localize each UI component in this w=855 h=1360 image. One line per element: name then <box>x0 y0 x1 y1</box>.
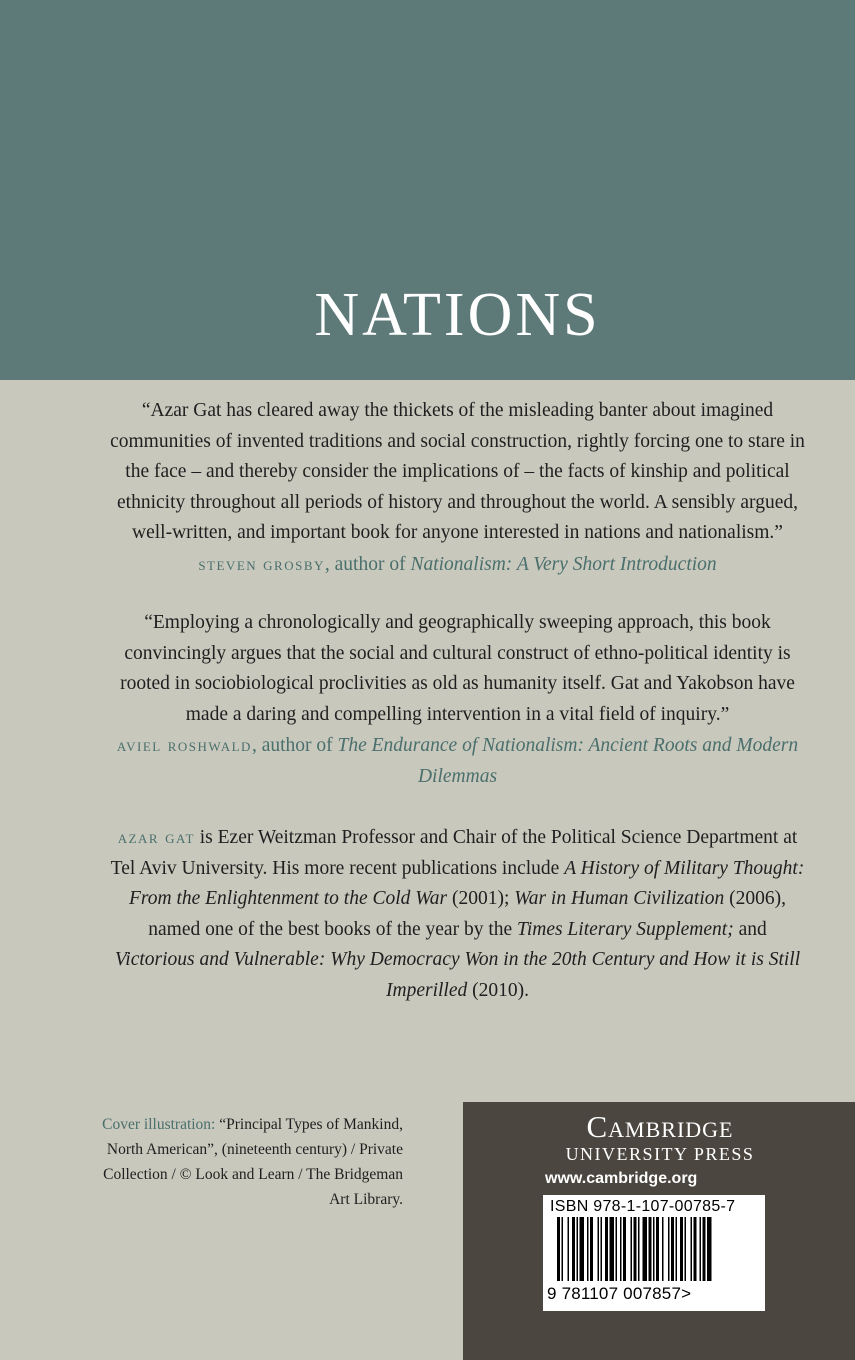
attribution-sep-2: , <box>251 735 262 756</box>
barcode-bar <box>662 1217 664 1281</box>
publisher-url: www.cambridge.org <box>545 1170 698 1187</box>
barcode-bar <box>631 1217 633 1281</box>
barcode-bar <box>610 1217 615 1281</box>
barcode-bar <box>656 1217 659 1281</box>
bio-text-5: (2010). <box>467 979 529 1001</box>
barcode-bar <box>601 1217 603 1281</box>
barcode-bar <box>707 1217 712 1281</box>
barcode-bar <box>685 1217 687 1281</box>
isbn-barcode <box>543 1195 765 1311</box>
barcode-bar <box>557 1217 560 1281</box>
bio-text-4: and <box>733 918 767 940</box>
isbn-label: ISBN 978-1-107-00785-7 <box>550 1198 736 1215</box>
isbn-arrow: > <box>681 1284 692 1303</box>
barcode-bar <box>587 1217 589 1281</box>
author-of-1: author of <box>334 553 411 575</box>
author-bio <box>110 822 805 1006</box>
barcode-bar <box>653 1217 655 1281</box>
endorsement-attribution-2 <box>110 730 805 792</box>
barcode-bar <box>634 1217 637 1281</box>
cover-credit <box>100 1112 403 1212</box>
publisher-panel <box>463 1102 855 1360</box>
barcode-bars <box>557 1217 753 1281</box>
barcode-bar <box>623 1217 626 1281</box>
publisher-logo-sub: UNIVERSITY PRESS <box>565 1144 755 1164</box>
author-of-2: author of <box>261 735 338 756</box>
barcode-bar <box>649 1217 652 1281</box>
endorser-work-1: Nationalism: A Very Short Introduction <box>410 553 717 575</box>
header-band <box>0 0 855 380</box>
barcode-bar <box>620 1217 622 1281</box>
bio-book-3: Times Literary Supplement; <box>517 918 734 940</box>
bio-book-4: Victorious and Vulnerable: Why Democracy Won in the 20th Century and How it is Still Imperilled <box>114 949 801 1001</box>
barcode-bar <box>616 1217 618 1281</box>
barcode-bar <box>638 1217 640 1281</box>
bio-book-1: A History of Military Thought: From the Enlightenment to the Cold War <box>128 857 805 909</box>
back-cover-text <box>110 396 805 1006</box>
bio-text-1: is Ezer Weitzman Professor and Chair of the Political Science Department at Tel Aviv University. His more recent publications include <box>110 827 798 879</box>
author-name: azar gat <box>117 827 195 847</box>
barcode-bar <box>577 1217 579 1281</box>
barcode-bar <box>590 1217 593 1281</box>
barcode-bar <box>691 1217 693 1281</box>
endorser-name-1: steven grosby <box>198 553 325 574</box>
barcode-bar <box>700 1217 702 1281</box>
barcode-bar <box>572 1217 575 1281</box>
endorser-name-2: aviel roshwald <box>116 735 252 755</box>
endorsement-quote-2: “Employing a chronologically and geographically sweeping approach, this book convincingly argues that the social and cultural construct of ethno-political identity is rooted in sociobiological proclivities as old as humanity itself. Gat and Yakobson have made a daring and compelling intervention in a vital field of inquiry.” <box>120 612 795 725</box>
barcode-bar <box>580 1217 585 1281</box>
book-title: NATIONS <box>314 281 601 349</box>
barcode-bar <box>643 1217 648 1281</box>
endorser-work-2: The Endurance of Nationalism: Ancient Roots and Modern Dilemmas <box>337 735 799 787</box>
barcode-bar <box>676 1217 678 1281</box>
barcode-bar <box>671 1217 674 1281</box>
barcode-bar <box>680 1217 683 1281</box>
isbn-digits: 9 781107 007857 <box>547 1284 682 1303</box>
endorsement-attribution-1 <box>110 549 805 581</box>
barcode-bar <box>694 1217 697 1281</box>
cover-credit-label: Cover illustration: <box>102 1116 216 1133</box>
barcode-bar <box>605 1217 608 1281</box>
isbn-digits-row <box>547 1282 761 1306</box>
bio-text-3: (2006), named one of the best books of the year by the <box>148 888 787 940</box>
barcode-bar <box>562 1217 564 1281</box>
barcode-bar <box>703 1217 706 1281</box>
bio-book-2: War in Human Civilization <box>514 888 725 909</box>
barcode-bar <box>568 1217 570 1281</box>
cover-credit-text: “Principal Types of Mankind, North American”, (nineteenth century) / Private Collection / © Look and Learn / The Bridgeman Art Library. <box>103 1116 403 1208</box>
barcode-bar <box>668 1217 670 1281</box>
endorsement-quote-1: “Azar Gat has cleared away the thickets of the misleading banter about imagined communities of invented traditions and social construction, rightly forcing one to stare in the face – and thereby consider the implications of – the facts of kinship and political ethnicity throughout all periods of history and throughout the world. A sensibly argued, well-written, and important book for anyone interested in nations and nationalism.” <box>110 400 805 543</box>
barcode-bar <box>598 1217 600 1281</box>
publisher-logo-name: Cambridge <box>586 1109 734 1144</box>
bio-text-2: (2001); <box>447 888 515 909</box>
attribution-sep-1: , <box>324 553 335 575</box>
